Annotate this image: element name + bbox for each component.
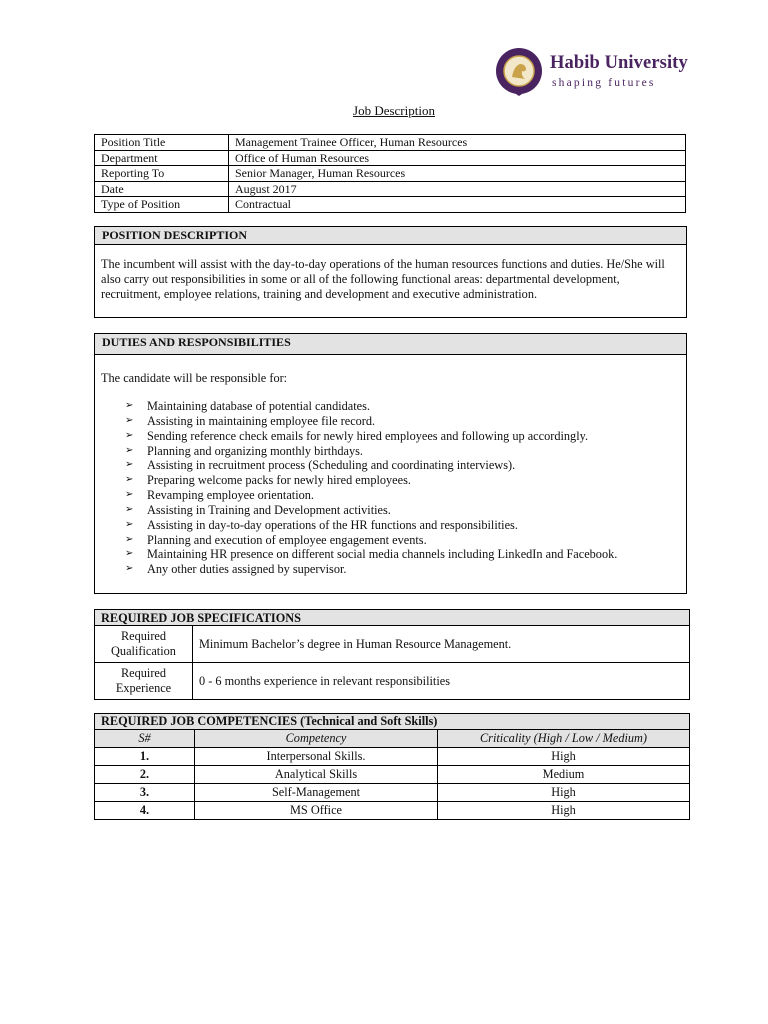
table-row [95,748,690,766]
arrow-bullet-icon: ➢ [125,548,134,560]
duties-section [94,333,687,594]
info-label: Department [95,150,229,166]
duties-intro: The candidate will be responsible for: [101,371,288,385]
position-description-section [94,226,687,318]
column-header: Criticality (High / Low / Medium) [438,730,690,748]
info-label: Position Title [95,135,229,151]
info-value: Management Trainee Officer, Human Resources [229,135,686,151]
list-item: ➢ Assisting in Training and Development activities. [125,502,391,517]
competency-name: Analytical Skills [195,766,438,784]
table-row [95,150,686,166]
section-heading: REQUIRED JOB COMPETENCIES (Technical and Soft Skills) [95,714,690,730]
list-item: ➢ Revamping employee orientation. [125,488,314,503]
university-seal-icon [494,46,544,96]
info-value: Office of Human Resources [229,150,686,166]
list-item: ➢ Preparing welcome packs for newly hired employees. [125,473,411,488]
info-value: Senior Manager, Human Resources [229,166,686,182]
info-value: August 2017 [229,181,686,197]
table-header-row [95,730,690,748]
job-specifications-table [94,609,690,700]
section-heading: DUTIES AND RESPONSIBILITIES [95,334,686,355]
arrow-bullet-icon: ➢ [125,459,134,471]
list-item: ➢ Sending reference check emails for newly hired employees and following up accordingly. [125,428,589,443]
table-row [95,197,686,213]
info-label: Reporting To [95,166,229,182]
spec-label: Required Qualification [95,626,193,663]
logo-name: Habib University [550,53,688,73]
section-heading: REQUIRED JOB SPECIFICATIONS [95,610,690,626]
table-row [95,802,690,820]
table-row [95,135,686,151]
spec-label: Required Experience [95,663,193,700]
table-row [95,766,690,784]
document-title: Job Description [353,103,435,118]
list-item: ➢ Assisting in day-to-day operations of the HR functions and responsibilities. [125,517,518,532]
list-item: ➢ Planning and execution of employee engagement events. [125,532,427,547]
competency-name: Interpersonal Skills. [195,748,438,766]
list-item: ➢ Assisting in maintaining employee file record. [125,413,376,428]
table-row [95,663,690,700]
serial-number: 1. [95,748,195,766]
arrow-bullet-icon: ➢ [125,474,134,486]
info-value: Contractual [229,197,686,213]
list-item: ➢ Maintaining HR presence on different social media channels including LinkedIn and Facebook. [125,547,618,562]
table-row [95,784,690,802]
duties-list [125,399,617,577]
table-row [95,181,686,197]
table-row [95,166,686,182]
list-item: ➢ Planning and organizing monthly birthdays. [125,443,363,458]
competency-name: MS Office [195,802,438,820]
table-row [95,610,690,626]
section-heading: POSITION DESCRIPTION [95,227,686,245]
criticality-value: Medium [438,766,690,784]
spec-value: Minimum Bachelor’s degree in Human Resource Management. [193,626,690,663]
arrow-bullet-icon: ➢ [125,414,134,426]
list-item: ➢ Assisting in recruitment process (Scheduling and coordinating interviews). [125,458,516,473]
competency-name: Self-Management [195,784,438,802]
info-label: Type of Position [95,197,229,213]
arrow-bullet-icon: ➢ [125,429,134,441]
criticality-value: High [438,748,690,766]
arrow-bullet-icon: ➢ [125,518,134,530]
arrow-bullet-icon: ➢ [125,489,134,501]
position-description-text: The incumbent will assist with the day-to-day operations of the human resources functions and duties. He/She will also carry out responsibilities in some or all of the following functional areas: departmental development, recruitment, employee relations, training and development and executive administration. [101,257,665,301]
criticality-value: High [438,802,690,820]
arrow-bullet-icon: ➢ [125,533,134,545]
university-logo [488,44,693,100]
arrow-bullet-icon: ➢ [125,400,134,411]
table-row [95,714,690,730]
criticality-value: High [438,784,690,802]
info-label: Date [95,181,229,197]
position-info-table [94,134,686,213]
arrow-bullet-icon: ➢ [125,503,134,515]
table-row [95,626,690,663]
serial-number: 3. [95,784,195,802]
spec-value: 0 - 6 months experience in relevant responsibilities [193,663,690,700]
column-header: Competency [195,730,438,748]
arrow-bullet-icon: ➢ [125,444,134,456]
logo-tagline: shaping futures [552,77,656,89]
list-item: ➢ Any other duties assigned by supervisor. [125,562,347,577]
list-item: ➢ Maintaining database of potential candidates. [125,399,370,413]
job-competencies-table [94,713,690,820]
serial-number: 4. [95,802,195,820]
arrow-bullet-icon: ➢ [125,563,134,575]
column-header: S# [95,730,195,748]
serial-number: 2. [95,766,195,784]
